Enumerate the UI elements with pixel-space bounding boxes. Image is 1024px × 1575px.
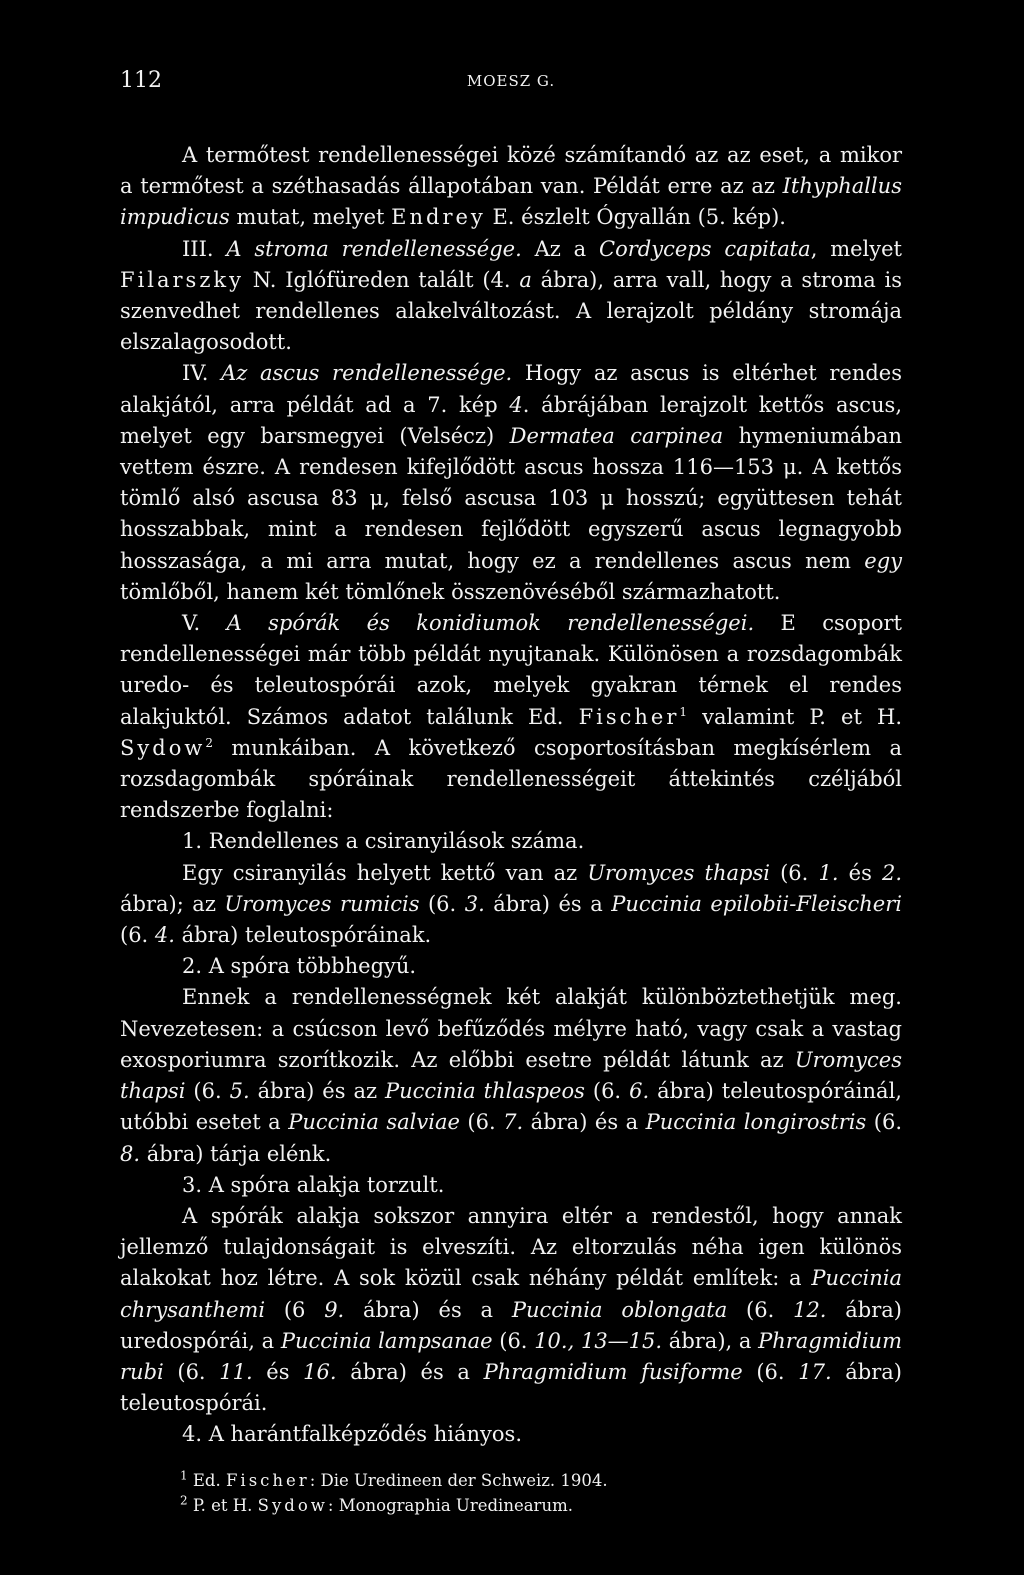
footnote: $^1$ Ed. Fischer: Die Uredineen der Schweiz. 1904. [180,1468,608,1490]
paragraph: Ennek a rendellenességnek két alakját különböztethetjük meg. Nevezetesen: a csúcson levő befűződés mélyre ható, vagy csak a vastag exosporiumra szorítkozik. Az előbbi esetre példát látunk az Uromyces thapsi (6. 5. ábra) és az Puccinia thlaspeos (6. 6. ábra) teleutospóráinál, utóbbi esetet a Puccinia salviae (6. 7. ábra) és a Puccinia longirostris (6. 8. ábra) tárja elénk. [120,985,902,1166]
italic-text: Puccinia longirostris [645,1110,867,1135]
paragraph: 2. A spóra többhegyű. [182,954,417,979]
footnotes [120,1468,902,1518]
italic-text: 10., 13—15. [534,1328,663,1353]
italic-text: 5. [229,1079,250,1104]
italic-text: Puccinia chrysanthemi [120,1266,902,1322]
footnote-mark: 1 [180,1468,188,1483]
italic-text: Puccinia epilobii-Fleischeri [611,891,902,916]
italic-text: Cordyceps capitata [599,236,811,261]
italic-text: Puccinia lampsanae [280,1328,493,1353]
paragraph: Egy csiranyilás helyett kettő van az Uromyces thapsi (6. 1. és 2. ábra); az Uromyces rumicis (6. 3. ábra) és a Puccinia epilobii-Fleischeri (6. 4. ábra) teleutospóráinak. [120,860,903,948]
italic-text: egy [864,548,902,573]
italic-text: 11. [219,1359,253,1384]
italic-text: Ithyphallus impudicus [120,174,902,230]
paragraph: A termőtest rendellenességei közé számítandó az az eset, a mikor a termőtest a széthasadás állapotában van. Példát erre az az Ithyphallus impudicus mutat, melyet Endrey E. észlelt Ógyallán (5. kép). [120,143,902,230]
footnote-mark: 1 [679,704,688,719]
italic-text: Puccinia salviae [288,1110,460,1135]
italic-text: Uromyces rumicis [224,891,420,916]
italic-text: Az ascus rendellenessége. [221,361,513,386]
paragraph: V. A spórák és konidiumok rendellenességei. E csoport rendellenességei már több példát nyujtanak. Különösen a rozsdagombák uredo- és teleutospórái azok, melyek gyakran térnek el rendes alakjuktól. Számos adatot találunk Ed. Fischer$^1$ valamint P. et H. Sydow$^2$ munkáiban. A következő csoportosításban megkísérlem a rozsdagombák spóráinak rendellenességeit áttekintés czéljából rendszerbe foglalni: [120,611,902,823]
italic-text: Phragmidium fusiforme [483,1359,743,1384]
footnote-mark: 2 [180,1493,188,1508]
spaced-name: Endrey [391,205,486,230]
italic-text: 4. [154,923,175,948]
italic-text: Dermatea carpinea [509,423,724,448]
paragraph: 4. A harántfalképződés hiányos. [182,1422,522,1447]
italic-text: 16. [303,1359,337,1384]
italic-text: a [519,267,532,292]
italic-text: 2. [881,860,903,885]
spaced-name: Sydow [257,1496,328,1515]
running-head: MOESZ G. [466,72,556,90]
footnote-mark: 2 [205,735,213,750]
spaced-name: Sydow [120,735,206,760]
italic-text: Uromyces thapsi [587,860,770,885]
italic-text: 7. [503,1110,524,1135]
italic-text: 9. [324,1297,345,1322]
italic-text: A stroma rendellenessége. [226,236,522,261]
page-header [120,68,902,98]
italic-text: 12. [793,1297,827,1322]
italic-text: Uromyces thapsi [120,1047,902,1104]
italic-text: Phragmidium rubi [120,1328,902,1384]
italic-text: 8. [120,1141,141,1166]
spaced-name: Fischer [578,704,680,729]
body-text [120,140,902,1451]
italic-text: 6. [629,1079,650,1104]
spaced-name: Filarszky [120,267,244,292]
italic-text: A spórák és konidiumok rendellenességei. [226,611,755,636]
italic-text: Puccinia thlaspeos [385,1079,585,1104]
spaced-name: Fischer [225,1471,310,1490]
italic-text: Puccinia oblongata [511,1297,728,1322]
paragraph: IV. Az ascus rendellenessége. Hogy az ascus is eltérhet rendes alakjától, arra példát ad a 7. kép 4. ábrájában lerajzolt kettős ascus, melyet egy barsmegyei (Velsécz) Dermatea carpinea hymeniumában vettem észre. A rendesen kifejlődött ascus hossza 116—153 μ. A kettős tömlő alsó ascusa 83 μ, felső ascusa 103 μ hosszú; együttesen tehát hosszabbak, mint a rendesen fejlődött egyszerű ascus legnagyobb hosszasága, a mi arra mutat, hogy ez a rendellenes ascus nem egy tömlőből, hanem két tömlőnek összenövéséből származhatott. [120,361,903,604]
page-number: 112 [120,68,162,93]
paragraph: 1. Rendellenes a csiranyilások száma. [182,829,585,854]
italic-text: 3. [464,891,485,916]
italic-text: 1. [818,860,839,885]
paragraph: A spórák alakja sokszor annyira eltér a rendestől, hogy annak jellemző tulajdonságait is elveszíti. Az eltorzulás néha igen különös alakokat hoz létre. A sok közül csak néhány példát említek: a Puccinia chrysanthemi (6 9. ábra) és a Puccinia oblongata (6. 12. ábra) uredospórái, a Puccinia lampsanae (6. 10., 13—15. ábra), a Phragmidium rubi (6. 11. és 16. ábra) és a Phragmidium fusiforme (6. 17. ábra) teleutospórái. [120,1203,902,1416]
footnote: $^2$ P. et H. Sydow: Monographia Uredinearum. [180,1493,573,1515]
paragraph: 3. A spóra alakja torzult. [182,1172,445,1197]
italic-text: 17. [798,1359,832,1384]
italic-text: 4 [509,392,523,417]
paragraph: III. A stroma rendellenessége. Az a Cordyceps capitata, melyet Filarszky N. Iglófüreden talált (4. a ábra), arra vall, hogy a stroma is szenvedhet rendellenes alakelváltozást. A lerajzolt példány stromája elszalagosodott. [120,236,903,355]
